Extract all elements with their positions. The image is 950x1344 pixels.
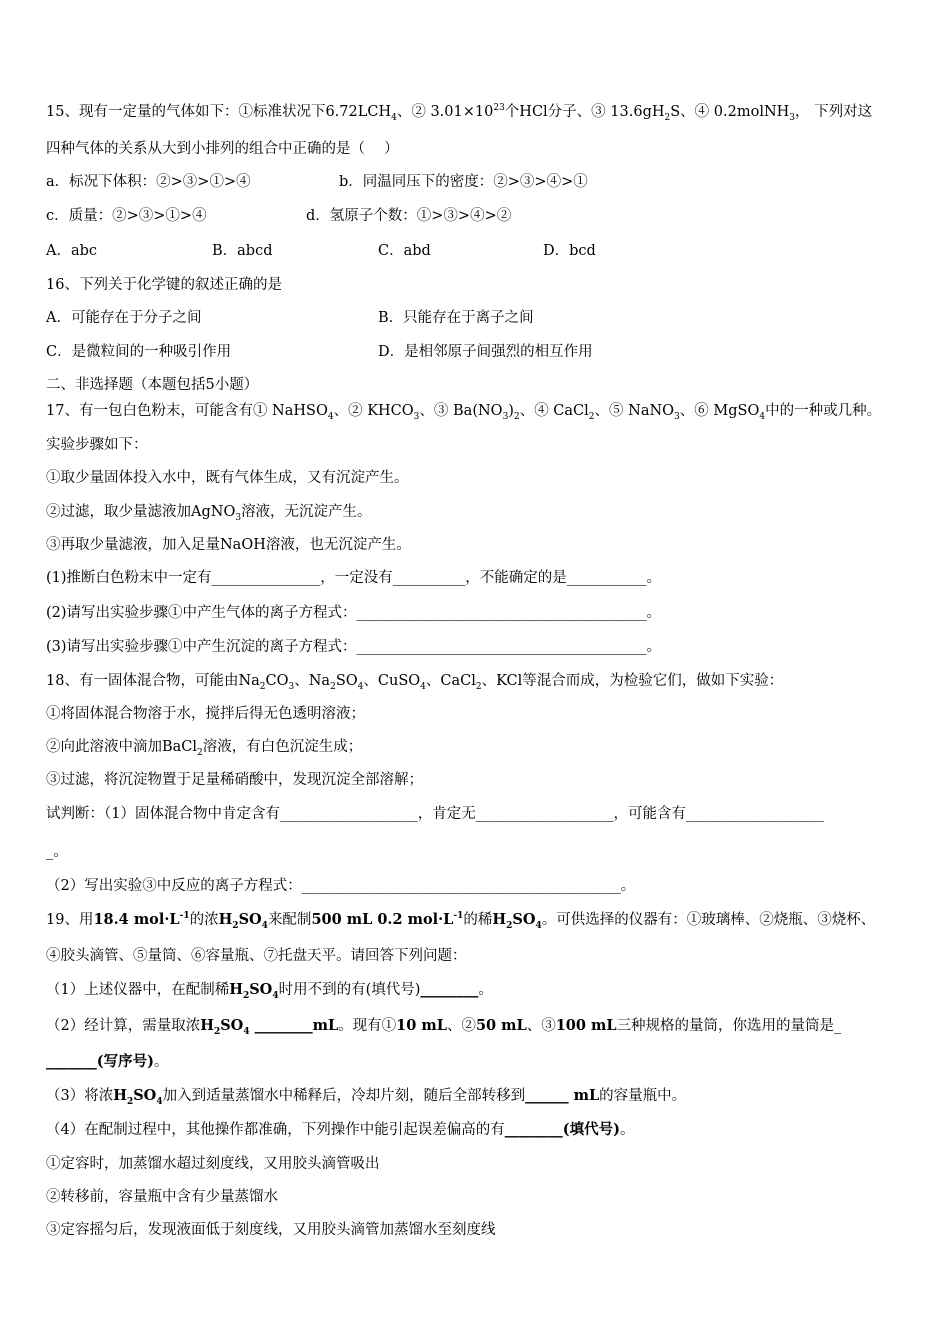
q17-stem: 17、有一包白色粉末，可能含有① NaHSO$_4$、② $KHCO_3$、③ $Ba(NO_3)_2$、④ CaCl$_2$、⑤ NaNO$_3$、⑥ MgSO$_4$中的一种或几种。 <box>46 403 882 422</box>
q18-step-2: ②向此溶液中滴加BaCl$_2$溶液，有白色沉淀生成； <box>46 739 363 758</box>
q16-choice-a: A．可能存在于分子之间 <box>46 310 202 326</box>
q15-option-b: b．同温同压下的密度：②>③>④>① <box>339 174 588 190</box>
q19-part-2-end: _______(写序号)。 <box>46 1053 169 1070</box>
q19-part-4: （4）在配制过程中，其他操作都准确，下列操作中能引起误差偏高的有________(填代号)。 <box>46 1121 635 1138</box>
q18-part-1-end: _。 <box>46 844 68 860</box>
q15-option-c: c．质量：②>③>①>④ <box>46 208 207 224</box>
q15-stem-line2: 四种气体的关系从大到小排列的组合中正确的是（ ） <box>46 141 399 157</box>
q17-step-3: ③再取少量滤液，加入足量NaOH溶液，也无沉淀产生。 <box>46 537 411 553</box>
q16-choice-b: B．只能存在于离子之间 <box>378 310 534 326</box>
q18-part-1: 试判断：（1）固体混合物中肯定含有___________________，肯定无___________________，可能含有___________________ <box>46 806 824 822</box>
q18-stem: 18、有一固体混合物，可能由$Na_2CO_3$、$Na_2SO_4$、CuSO$_4$、CaCl$_2$、KCl等混合而成，为检验它们，做如下实验： <box>46 673 784 692</box>
q15-stem: 15、现有一定量的气体如下：①标准状况下$6.72LCH_4$、② $3.01\times 10^{23}$个HCl分子、③ $13.6gH_2S$、④ 0.2molNH$_3$， 下列对这 <box>46 103 873 123</box>
q19-part-1: （1）上述仪器中，在配制稀$H_2SO_4$时用不到的有(填代号)________。 <box>46 981 493 1001</box>
q16-choice-c: C．是微粒间的一种吸引作用 <box>46 344 232 360</box>
q16-choice-d: D．是相邻原子间强烈的相互作用 <box>378 344 593 360</box>
q17-step-1: ①取少量固体投入水中，既有气体生成，又有沉淀产生。 <box>46 470 409 486</box>
q17-part-1: (1)推断白色粉末中一定有_______________，一定没有__________，不能确定的是___________。 <box>46 570 662 586</box>
q19-stem: 19、用18.4 $mol\cdot L^{-1}$的浓$H_2SO_4$来配制500 mL 0.2 $mol\cdot L^{-1}$的稀$H_2SO_4$。可供选择的仪器有：①玻璃棒、②烧瓶、③烧杯、 <box>46 911 876 931</box>
q17-part-3: (3)请写出实验步骤①中产生沉淀的离子方程式：________________________________________。 <box>46 639 662 655</box>
q18-part-2: （2）写出实验③中反应的离子方程式：____________________________________________。 <box>46 878 636 894</box>
q19-stem-line2: ④胶头滴管、⑤量筒、⑥容量瓶、⑦托盘天平。请回答下列问题： <box>46 948 467 964</box>
q15-choice-b: B．abcd <box>212 243 273 259</box>
q16-stem: 16、下列关于化学键的叙述正确的是 <box>46 277 282 293</box>
q15-choice-d: D．bcd <box>543 243 596 259</box>
q17-steps-title: 实验步骤如下： <box>46 437 148 453</box>
q18-step-1: ①将固体混合物溶于水，搅拌后得无色透明溶液； <box>46 706 365 722</box>
section-heading: 二、非选择题（本题包括5小题） <box>46 377 259 393</box>
q15-option-a: a．标况下体积：②>③>①>④ <box>46 174 251 190</box>
q17-part-2: (2)请写出实验步骤①中产生气体的离子方程式：________________________________________。 <box>46 605 662 621</box>
q15-option-d: d．氢原子个数：①>③>④>② <box>306 208 512 224</box>
q15-choice-a: A．abc <box>46 243 98 259</box>
q19-part-2: （2）经计算，需量取浓$H_2SO_4$ ________mL。现有①10 mL、②50 mL、③100 mL三种规格的量筒，你选用的量筒是_ <box>46 1017 842 1037</box>
q17-step-2: ②过滤，取少量滤液加AgNO$_3$溶液，无沉淀产生。 <box>46 504 372 523</box>
q19-option-1: ①定容时，加蒸馏水超过刻度线，又用胶头滴管吸出 <box>46 1156 380 1172</box>
q19-option-2: ②转移前，容量瓶中含有少量蒸馏水 <box>46 1189 278 1205</box>
q19-part-3: （3）将浓$H_2SO_4$加入到适量蒸馏水中稀释后，冷却片刻，随后全部转移到______ mL的容量瓶中。 <box>46 1087 687 1107</box>
q19-option-3: ③定容摇匀后，发现液面低于刻度线，又用胶头滴管加蒸馏水至刻度线 <box>46 1222 496 1238</box>
q18-step-3: ③过滤，将沉淀物置于足量稀硝酸中，发现沉淀全部溶解； <box>46 772 423 788</box>
q15-choice-c: C．abd <box>378 243 431 259</box>
